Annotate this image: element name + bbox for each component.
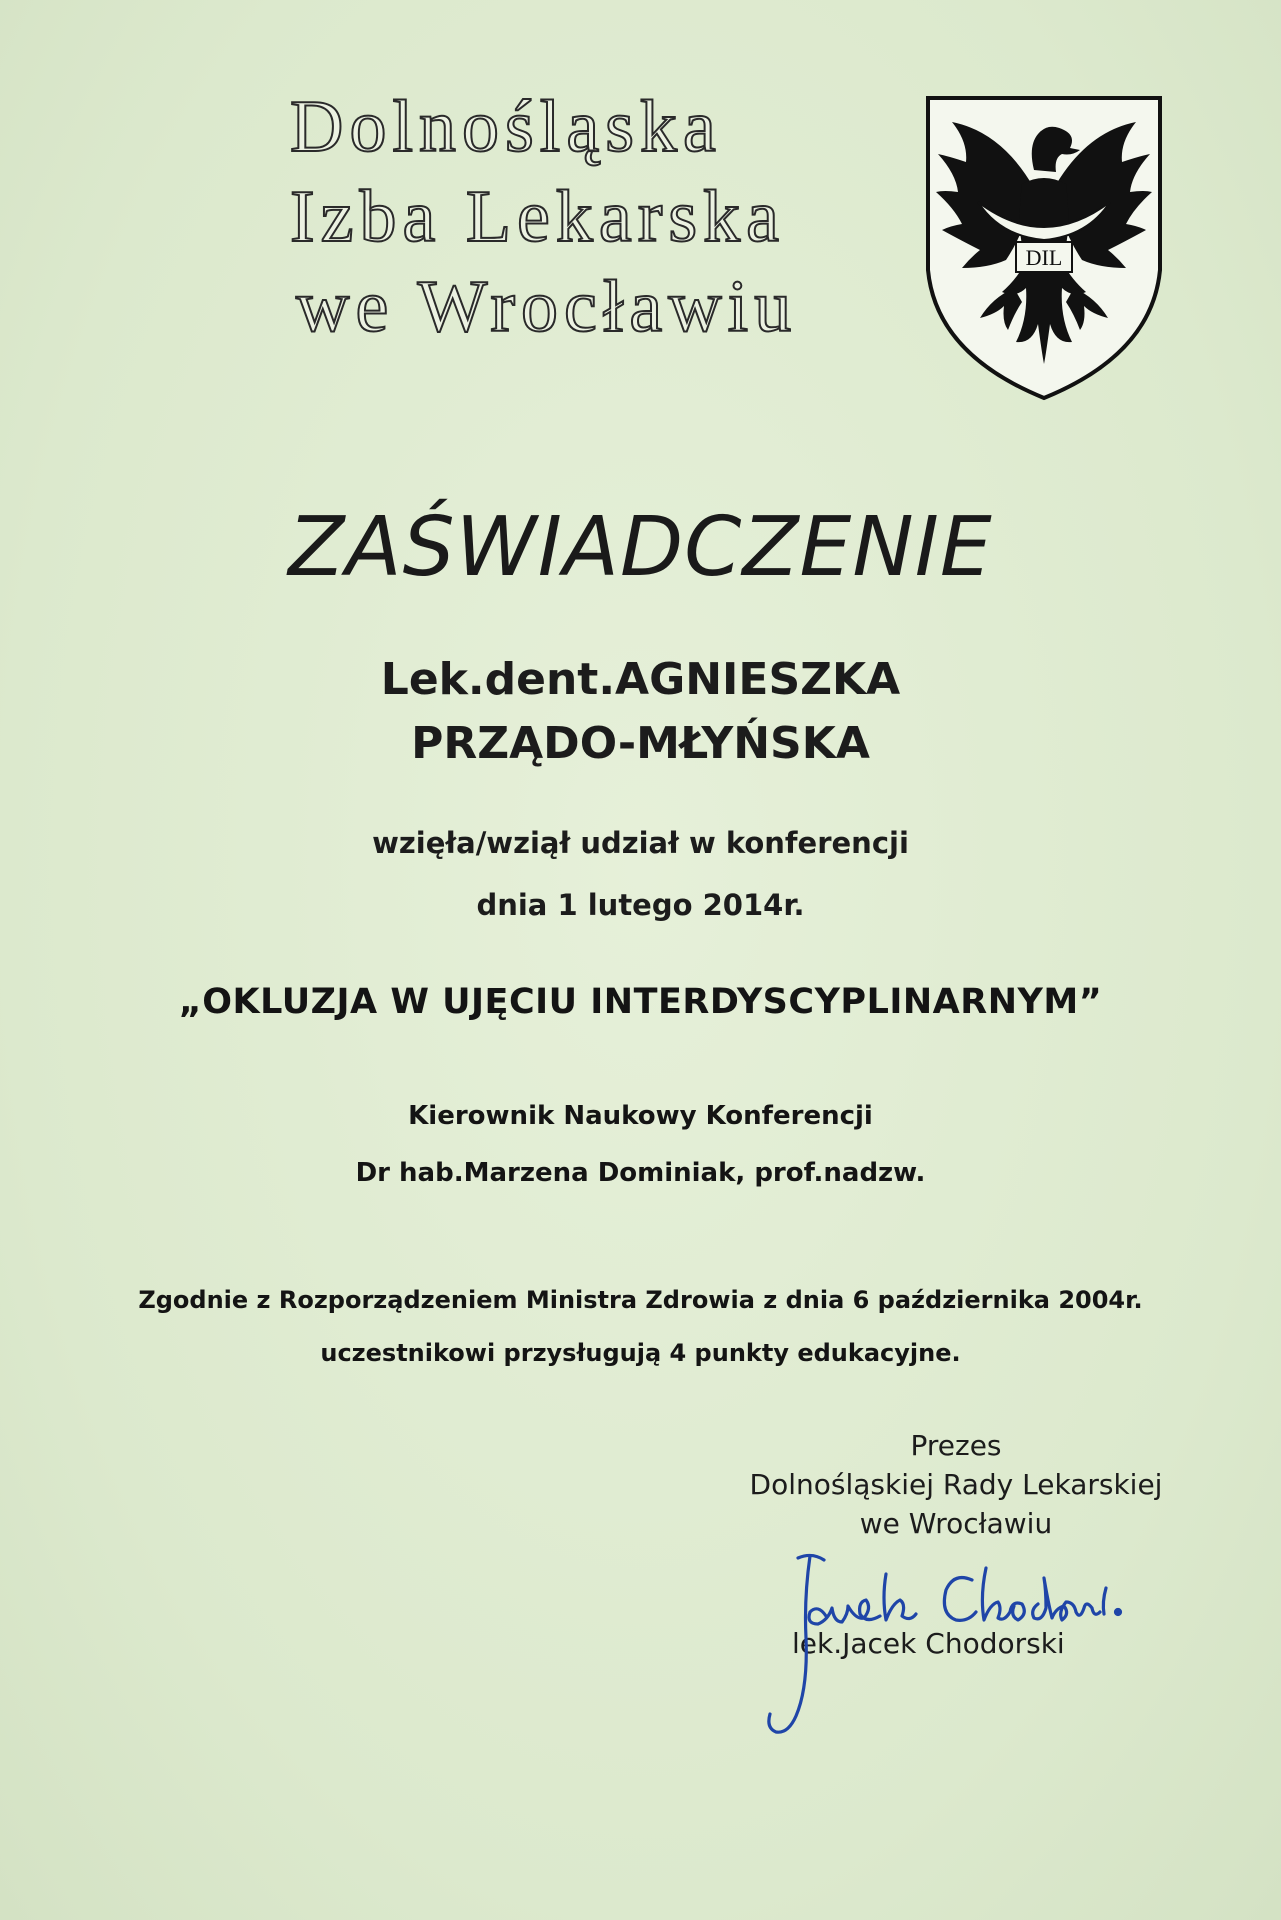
recipient-name-line-2: PRZĄDO-MŁYŃSKA	[411, 718, 870, 769]
regulation-text-line-2: uczestnikowi przysługują 4 punkty edukacyjne.	[320, 1339, 961, 1367]
crest-letters: DIL	[1025, 245, 1063, 270]
conference-title: „OKLUZJA W UJĘCIU INTERDYSCYPLINARNYM”	[178, 982, 1103, 1022]
signer-name: lek.Jacek Chodorski	[792, 1627, 1065, 1660]
institution-name-line-2: Izba Lekarska	[290, 176, 786, 258]
certificate-title: ZAŚWIADCZENIE	[288, 500, 993, 595]
institution-name-line-1: Dolnośląska	[290, 86, 722, 168]
handwritten-signature	[740, 1538, 1160, 1748]
institution-name	[290, 82, 890, 352]
president-role-line-2: Dolnośląskiej Rady Lekarskiej	[749, 1468, 1163, 1501]
president-role-line-3: we Wrocławiu	[859, 1507, 1053, 1540]
event-date: dnia 1 lutego 2014r.	[476, 888, 805, 922]
scientific-head-name: Dr hab.Marzena Dominiak, prof.nadzw.	[355, 1158, 926, 1188]
president-role-line-1: Prezes	[910, 1429, 1002, 1462]
recipient-name	[0, 648, 1281, 776]
participation-text: wzięła/wziął udział w konferencji	[372, 826, 909, 860]
eagle-crest-icon	[922, 92, 1166, 404]
regulation-text-line-1: Zgodnie z Rozporządzeniem Ministra Zdrowia z dnia 6 października 2004r.	[138, 1286, 1143, 1314]
institution-name-line-3: we Wrocławiu	[296, 266, 798, 348]
president-role	[700, 1426, 1212, 1543]
recipient-name-line-1: Lek.dent.AGNIESZKA	[380, 654, 901, 705]
scientific-head-label: Kierownik Naukowy Konferencji	[408, 1101, 873, 1131]
